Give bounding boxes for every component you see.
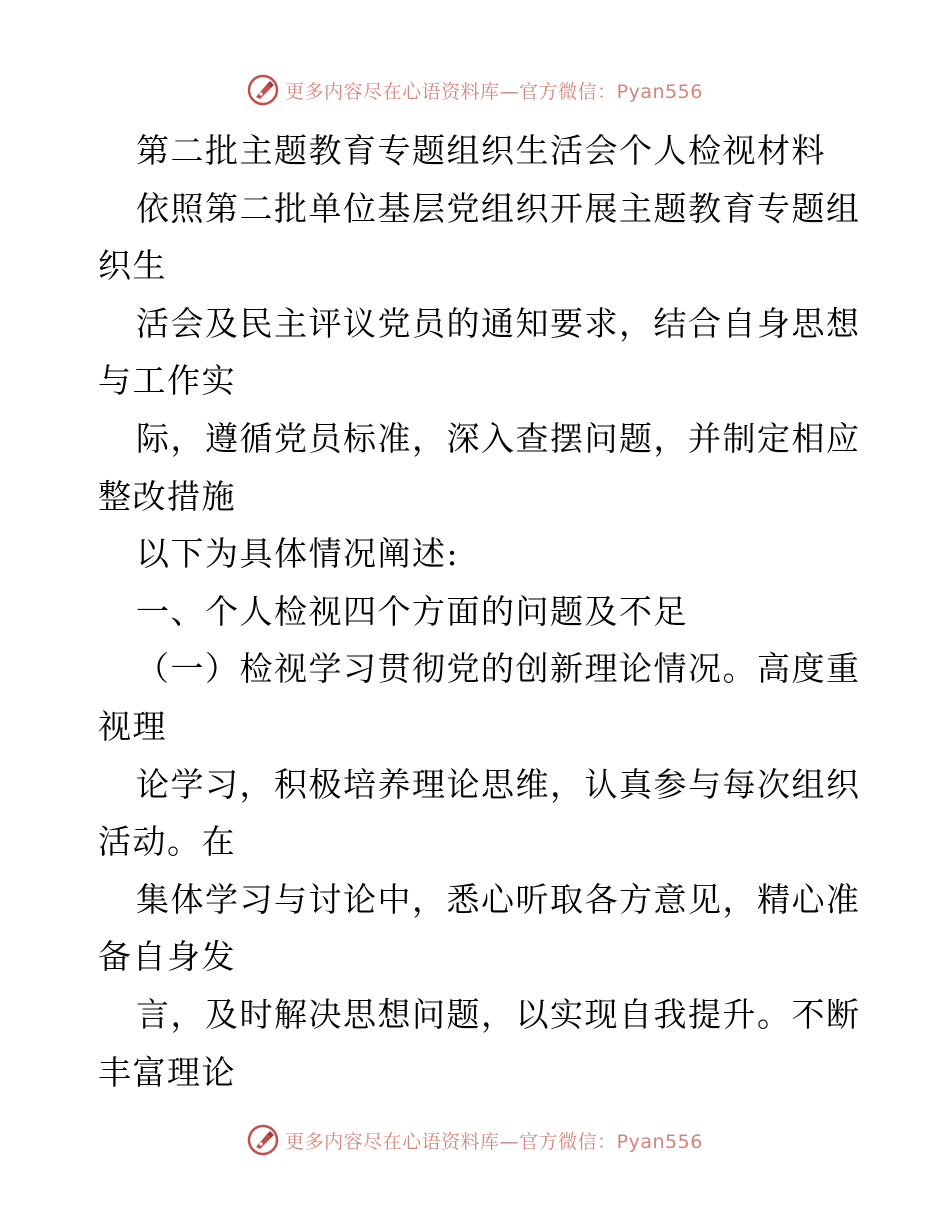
watermark-text: 更多内容尽在心语资料库—官方微信：Pyan556	[285, 1130, 703, 1153]
text-line: 论学习，积极培养理论思维，认真参与每次组织	[136, 764, 861, 804]
text-line: 一、个人检视四个方面的问题及不足	[136, 591, 688, 631]
pen-nib-logo-icon	[247, 1124, 279, 1156]
text-line: 视理	[98, 706, 167, 746]
text-line: 第二批主题教育专题组织生活会个人检视材料	[136, 131, 826, 170]
text-line: 织生	[98, 246, 167, 286]
document-body	[98, 122, 861, 1101]
pen-nib-logo-icon	[247, 74, 279, 106]
text-line: 备自身发	[98, 937, 236, 977]
text-line: 整改措施	[98, 476, 236, 516]
text-line: 与工作实	[98, 361, 236, 401]
text-line: 活动。在	[98, 822, 236, 862]
text-line: 际，遵循党员标准，深入查摆问题，并制定相应	[136, 418, 861, 458]
footer-watermark	[0, 1120, 950, 1160]
watermark-text: 更多内容尽在心语资料库—官方微信：Pyan556	[285, 80, 703, 103]
text-line: 以下为具体情况阐述:	[136, 534, 460, 574]
text-line: 集体学习与讨论中，悉心听取各方意见，精心准	[136, 879, 861, 919]
header-watermark	[0, 70, 950, 110]
text-line: 言，及时解决思想问题，以实现自我提升。不断	[136, 994, 861, 1034]
text-line: （一）检视学习贯彻党的创新理论情况。高度重	[136, 649, 861, 689]
text-line: 丰富理论	[98, 1052, 236, 1092]
text-line: 依照第二批单位基层党组织开展主题教育专题组	[136, 188, 861, 228]
text-line: 活会及民主评议党员的通知要求，结合自身思想	[136, 303, 861, 343]
